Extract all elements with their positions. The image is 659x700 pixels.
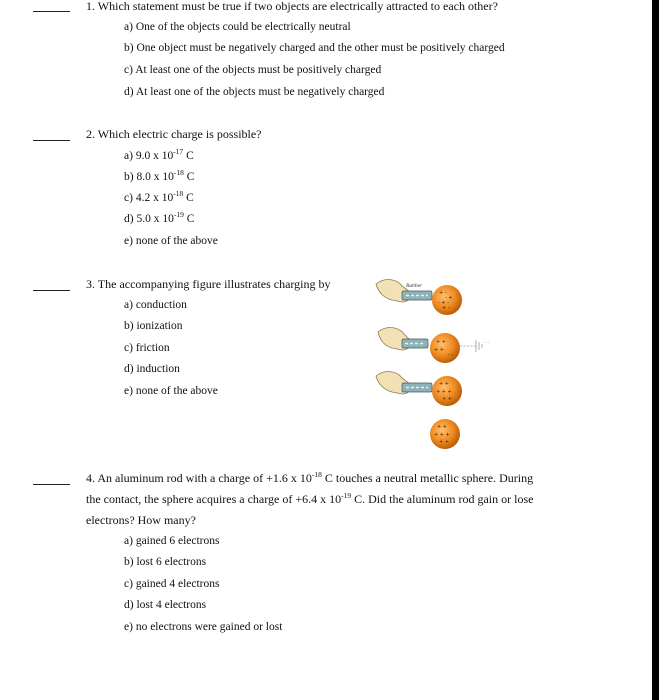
question-number: 2. — [86, 127, 95, 141]
question-number: 4. — [86, 471, 95, 485]
answer-blank[interactable] — [33, 140, 70, 141]
hand-with-rod-icon — [376, 372, 432, 394]
question-3 — [86, 274, 331, 295]
svg-text:+ +: + + — [436, 339, 446, 345]
svg-text:- +: - + — [445, 295, 453, 301]
svg-text:+ -: + - — [439, 290, 447, 296]
option-1d: d) At least one of the objects must be negatively charged — [124, 86, 385, 98]
option-4a: a) gained 6 electrons — [124, 535, 220, 547]
option-1b: b) One object must be negatively charged and the other must be positively charged — [124, 42, 505, 54]
option-3e: e) none of the above — [124, 385, 218, 397]
answer-blank[interactable] — [33, 290, 70, 291]
svg-text:+ +: + + — [434, 347, 444, 353]
option-2a: a) 9.0 x $10^{-17}$ C — [124, 147, 194, 162]
sphere-icon — [432, 285, 462, 315]
svg-text:+ +: + + — [437, 424, 447, 430]
option-2d: d) 5.0 x $10^{-19}$ C — [124, 210, 195, 225]
svg-text:+ + +: + + + — [436, 389, 452, 395]
answer-blank[interactable] — [33, 484, 70, 485]
option-3d: d) induction — [124, 363, 180, 375]
question-4-line-1: 4. An aluminum rod with a charge of +1.6 x $10^{-18}$ C touches a neutral metallic sphere. During — [86, 470, 534, 485]
option-4c: c) gained 4 electrons — [124, 578, 220, 590]
option-2e: e) none of the above — [124, 235, 218, 247]
option-1a: a) One of the objects could be electrically neutral — [124, 21, 351, 33]
option-3b: b) ionization — [124, 320, 183, 332]
svg-text:+ +: + + — [442, 396, 452, 402]
sphere-icon — [430, 419, 460, 449]
question-text: Which statement must be true if two objects are electrically attracted to each other? — [97, 0, 498, 13]
question-4-line-3: electrons? How many? — [86, 513, 196, 527]
option-3a: a) conduction — [124, 299, 187, 311]
option-2b: b) 8.0 x $10^{-18}$ C — [124, 168, 195, 183]
question-text: The accompanying figure illustrates charging by — [97, 277, 331, 291]
svg-text:- -: - - — [448, 352, 454, 358]
charging-figure — [372, 272, 512, 462]
option-1c: c) At least one of the objects must be positively charged — [124, 64, 382, 76]
svg-text:+ +: + + — [439, 381, 449, 387]
page-edge — [652, 0, 659, 700]
option-4e: e) no electrons were gained or lost — [124, 621, 283, 633]
rod-label: Rubber — [406, 283, 423, 289]
option-4b: b) lost 6 electrons — [124, 556, 207, 568]
option-4d: d) lost 4 electrons — [124, 599, 207, 611]
svg-text:+ +: + + — [439, 439, 449, 445]
ground-icon — [460, 340, 489, 352]
question-number: 3. — [86, 277, 95, 291]
svg-text:+ -: + - — [442, 305, 450, 311]
svg-text:- -: - - — [484, 340, 490, 346]
option-3c: c) friction — [124, 342, 170, 354]
svg-text:+ + +: + + + — [434, 432, 450, 438]
question-2 — [86, 124, 262, 145]
sphere-icon — [430, 333, 460, 363]
question-number: 1. — [86, 0, 95, 13]
hand-with-rod-icon — [376, 280, 432, 302]
sphere-icon — [432, 376, 462, 406]
question-text: Which electric charge is possible? — [97, 127, 262, 141]
hand-with-rod-icon — [378, 328, 428, 350]
question-1 — [86, 0, 498, 17]
svg-text:- + -: - + - — [438, 300, 449, 306]
question-4-line-2: the contact, the sphere acquires a charge of +6.4 x $10^{-19}$ C. Did the aluminum rod gain or lose — [86, 491, 534, 506]
answer-blank[interactable] — [33, 11, 70, 12]
option-2c: c) 4.2 x $10^{-18}$ C — [124, 189, 194, 204]
